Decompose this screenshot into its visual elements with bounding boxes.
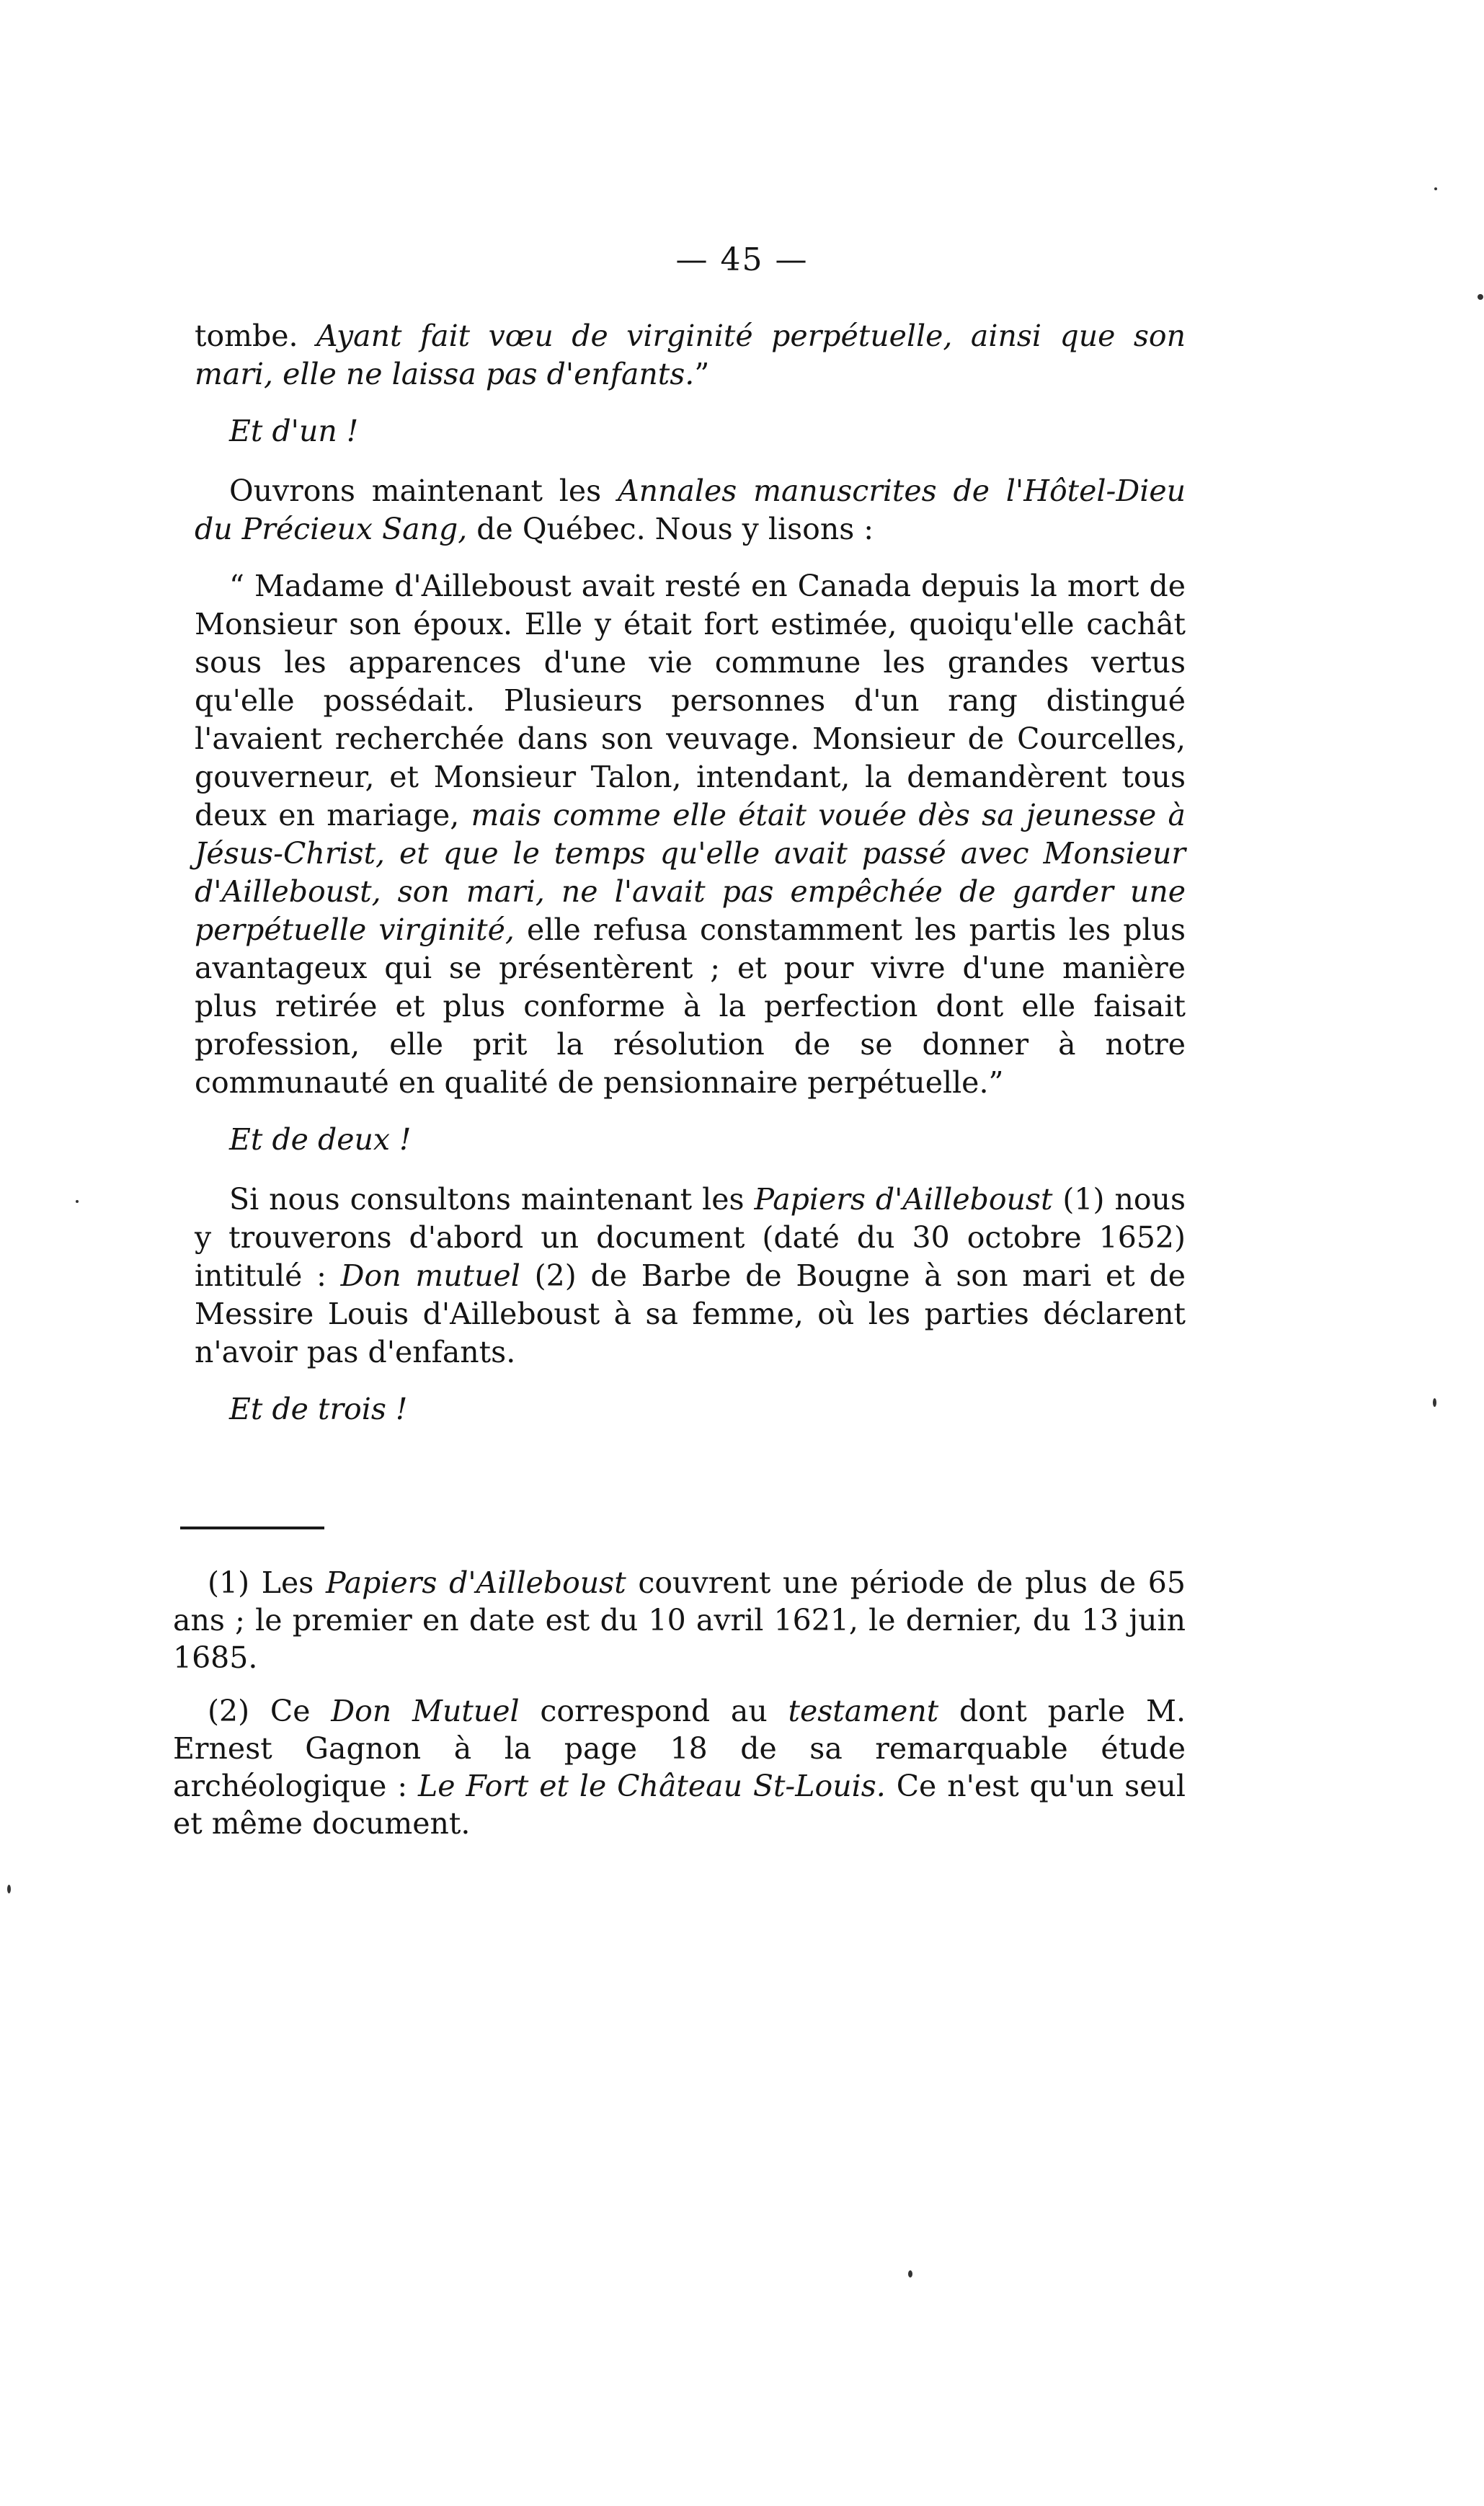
fn2-text-g: Ce n'est qu'un seul et même document.	[173, 1769, 1186, 1841]
p1-italic: Ayant fait vœu de virginité perpétuelle, ainsi que son mari, elle ne laissa pas d'enfants.	[195, 319, 1186, 391]
paragraph-6	[195, 1181, 1186, 1372]
footnote-2	[173, 1692, 1186, 1842]
p6-italic-papiers: Papiers d'Ailleboust	[754, 1182, 1053, 1217]
p6-italic-don: Don mutuel	[340, 1258, 520, 1293]
p1-close-quote: ”	[694, 357, 710, 391]
p1-text: tombe.	[195, 319, 317, 353]
p3-italic-title: Annales manuscrites de l'Hôtel-Dieu du Précieux Sang,	[195, 474, 1186, 546]
footnote-separator	[180, 1527, 324, 1529]
p3-text-c: de Québec. Nous y lisons :	[467, 512, 874, 546]
p4-italic: mais comme elle était vouée dès sa jeunesse à Jésus-Christ, et que le temps qu'elle avait passé avec Monsieur d'Ailleboust, son mari, ne l'avait pas empêchée de garder une perpétuelle virginité,	[195, 798, 1186, 947]
footnotes	[173, 1564, 1186, 1858]
fn2-text-a: (2) Ce	[208, 1694, 332, 1728]
paragraph-1	[195, 317, 1186, 394]
main-text	[195, 317, 1186, 1450]
page-number: — 45 —	[675, 241, 809, 278]
fn2-italic-testament: testament	[788, 1694, 939, 1728]
footnote-1	[173, 1564, 1186, 1676]
fn2-text-c: correspond au	[519, 1694, 788, 1728]
p6-text-e: (2) de Barbe de Bougne à son mari et de Messire Louis d'Ailleboust à sa femme, où les parties déclarent n'avoir pas d'enfants.	[195, 1258, 1186, 1369]
scan-speck	[7, 1885, 11, 1893]
fn1-text-a: (1) Les	[208, 1565, 326, 1600]
paragraph-3	[195, 472, 1186, 548]
quotation-paragraph	[195, 567, 1186, 1102]
scan-speck	[908, 2270, 912, 2278]
p4-text-a: “ Madame d'Ailleboust avait resté en Canada depuis la mort de Monsieur son époux. Elle y était fort estimée, quoiqu'elle cachât sous les apparences d'une vie commune les grandes vertus qu'elle possédait. Plusieurs personnes d'un rang distingué l'avaient recherchée dans son veuvage. Monsieur de Courcelles, gouverneur, et Monsieur Talon, intendant, la demandèrent tous deux en mariage,	[195, 569, 1186, 832]
fn1-italic: Papiers d'Ailleboust	[325, 1565, 626, 1600]
fn2-italic-don: Don Mutuel	[331, 1694, 520, 1728]
scan-speck	[1433, 1398, 1436, 1407]
scan-speck	[1434, 187, 1437, 190]
p6-text-c: (1) nous y trouverons d'abord un document (daté du 30 octobre 1652) intitulé :	[195, 1182, 1186, 1293]
exclamation-3: Et de trois !	[229, 1392, 408, 1426]
scan-speck	[76, 1200, 79, 1203]
exclamation-1: Et d'un !	[229, 414, 359, 448]
p3-text-a: Ouvrons maintenant les	[229, 474, 618, 508]
p4-text-c: elle refusa constamment les partis les plus avantageux qui se présentèrent ; et pour vivre d'une manière plus retirée et plus conforme à la perfection dont elle faisait profession, elle prit la résolution de se donner à notre communauté en qualité de pensionnaire perpétuelle.”	[195, 912, 1186, 1100]
fn2-text-e: dont parle M. Ernest Gagnon à la page 18 de sa remarquable étude archéologique :	[173, 1694, 1186, 1803]
fn1-text-c: couvrent une période de plus de 65 ans ; le premier en date est du 10 avril 1621, le dernier, du 13 juin 1685.	[173, 1565, 1186, 1675]
p6-text-a: Si nous consultons maintenant les	[229, 1182, 755, 1217]
fn2-italic-title: Le Fort et le Château St-Louis.	[418, 1769, 886, 1803]
scan-speck	[1478, 294, 1483, 300]
exclamation-2: Et de deux !	[229, 1122, 412, 1157]
